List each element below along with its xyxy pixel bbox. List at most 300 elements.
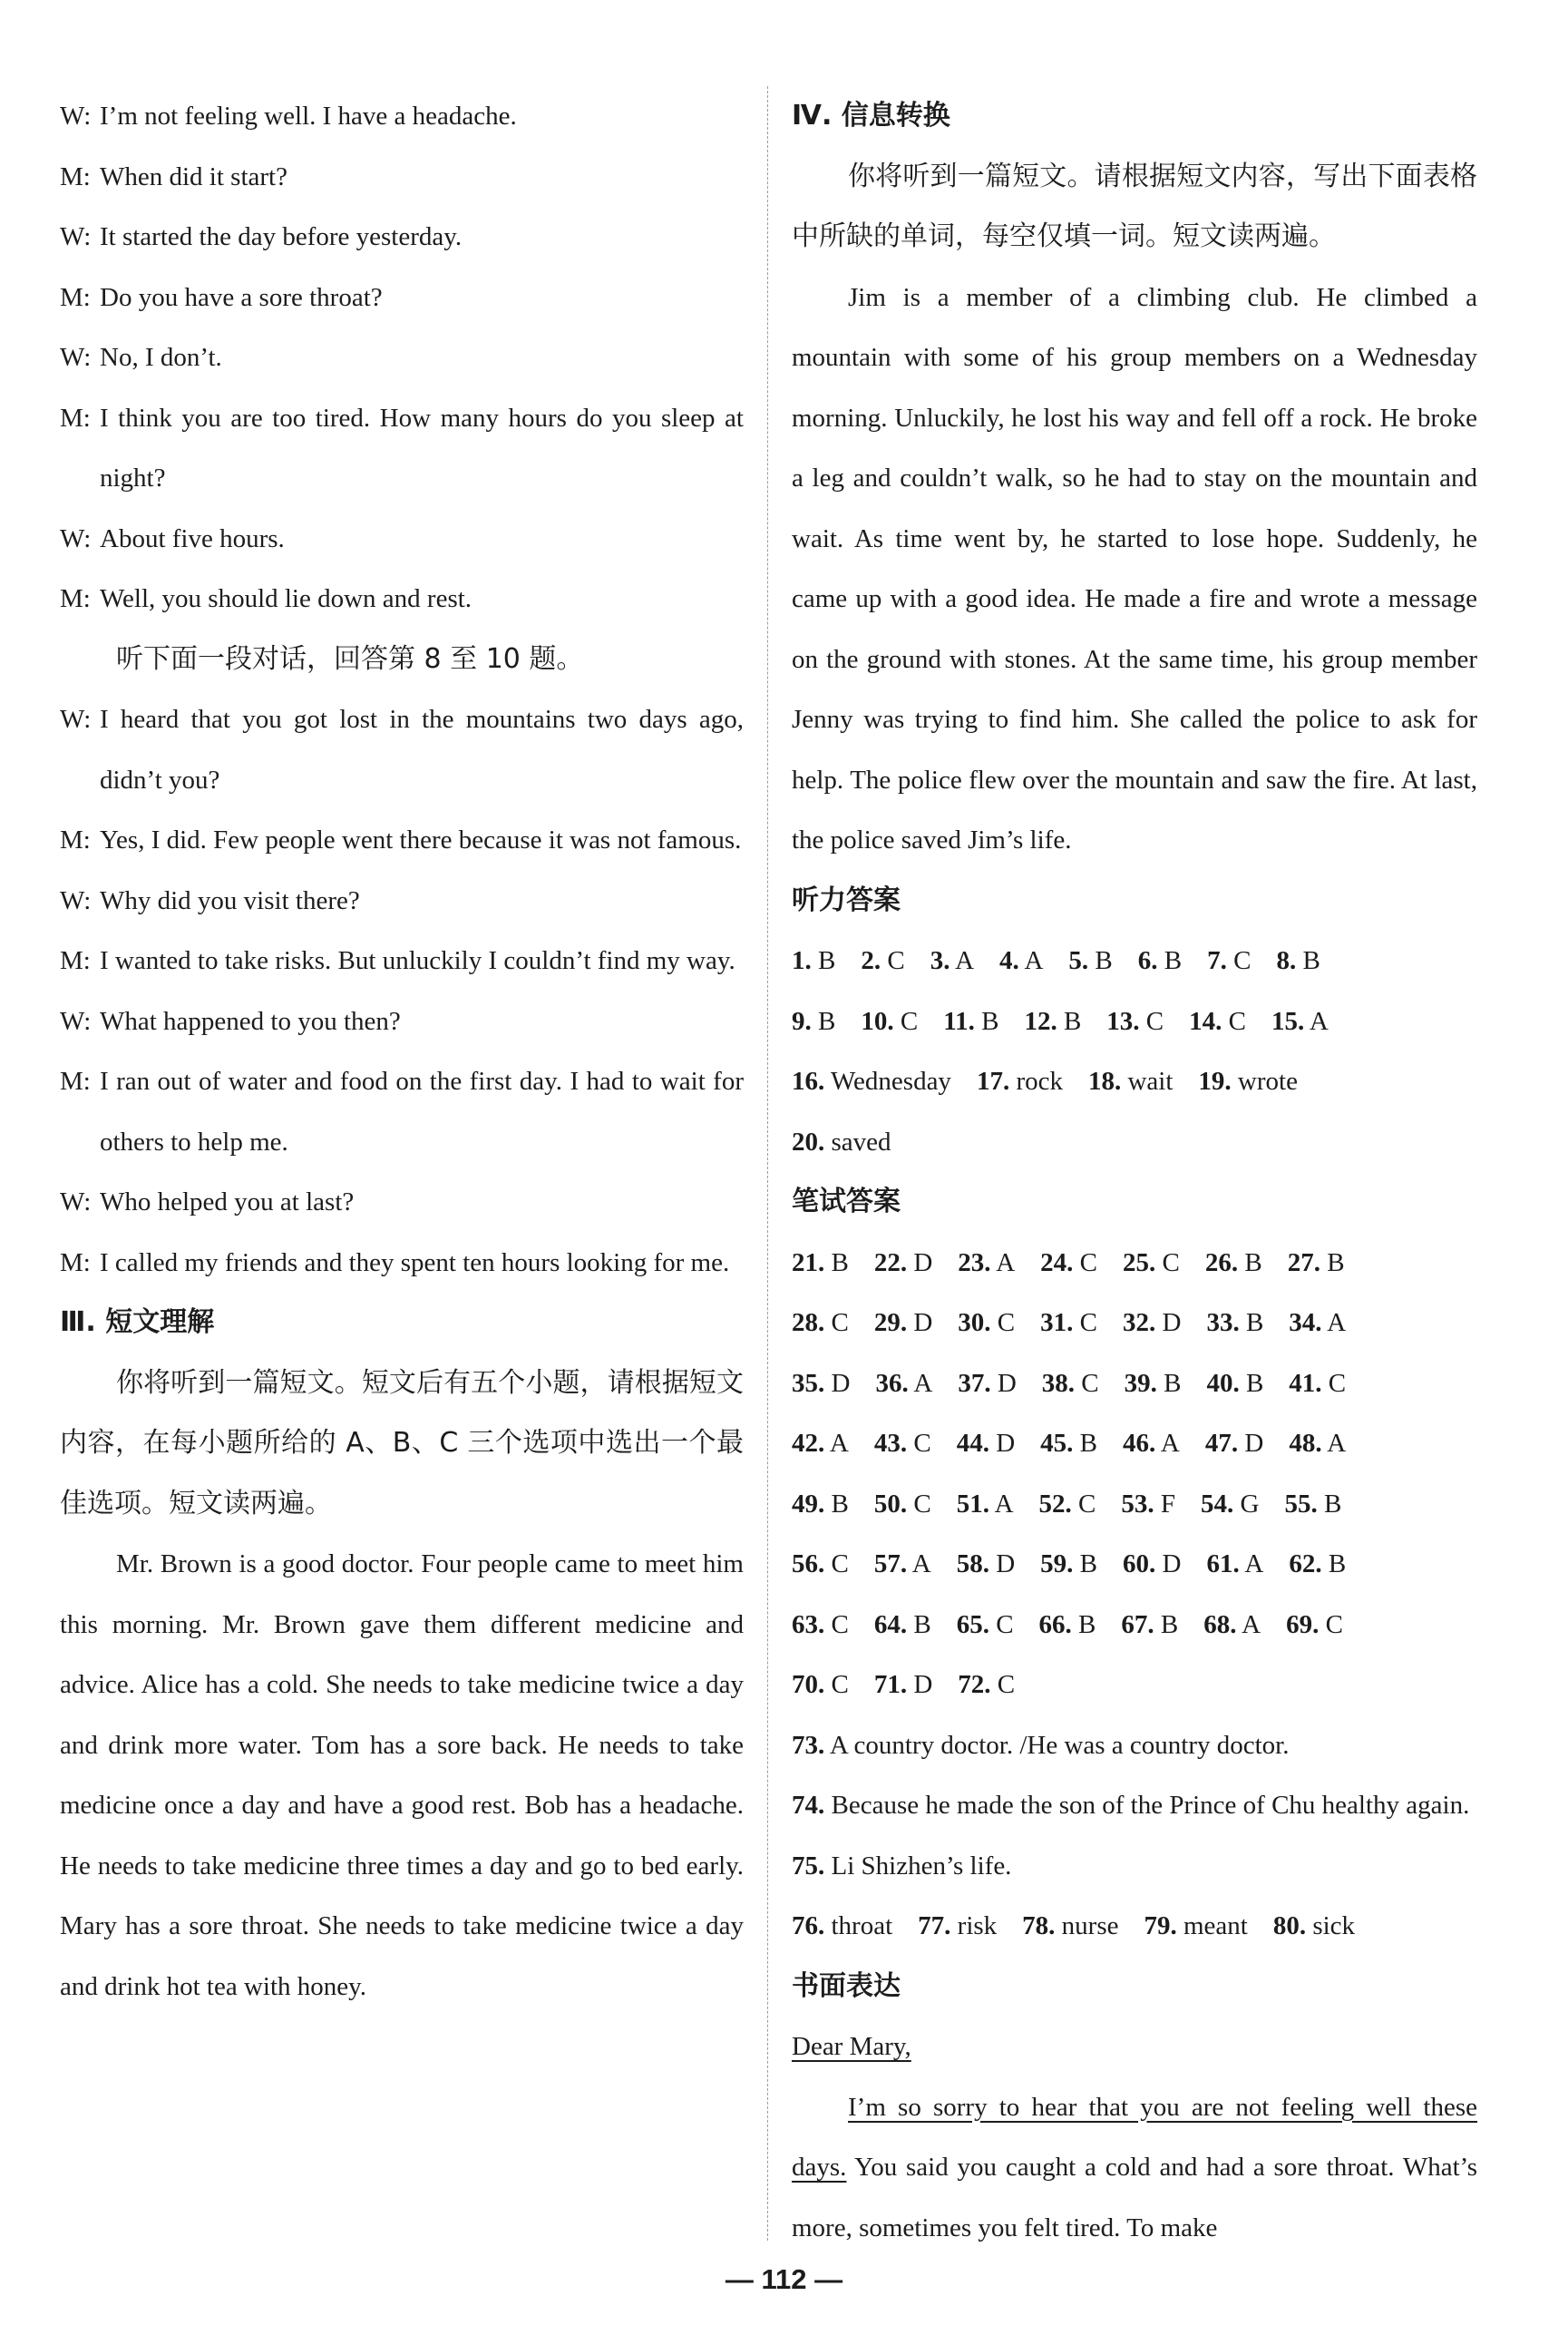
answer-item — [792, 1896, 892, 1957]
answer-value: B — [1244, 1247, 1262, 1277]
answer-number: 80. — [1272, 1911, 1307, 1940]
speaker-label: M: — [60, 403, 91, 433]
answer-value: C — [1079, 1308, 1097, 1337]
answer-item — [1207, 931, 1251, 992]
answer-item — [957, 1595, 1014, 1656]
answer-row — [792, 931, 1477, 992]
answer-item — [1125, 1353, 1182, 1414]
answer-item — [792, 1233, 849, 1294]
answer-item — [1205, 1413, 1263, 1474]
section-4-passage: Jim is a member of a climbing club. He climbed a mountain with some of his group members on a Wednesday morning. Unluckily, he lost his way and fell off a rock. He broke a leg and couldn’t walk, so he had to stay on the mountain and wait. As time went by, he started to lose hope. Suddenly, he came up with a good idea. He made a fire and wrote a message on the ground with stones. At the same time, his group member Jenny was trying to find him. She called the police to ask for help. The police flew over the mountain and saw the fire. At last, the police saved Jim’s life. — [792, 282, 1477, 855]
answer-value: B — [818, 946, 836, 975]
answer-number: 38. — [1041, 1368, 1076, 1398]
writing-greeting: Dear Mary, — [792, 2032, 911, 2061]
answer-item — [1206, 1353, 1263, 1414]
answer-number: 33. — [1206, 1308, 1240, 1337]
answer-number: 71. — [873, 1670, 908, 1699]
answer-value: sick — [1312, 1911, 1356, 1940]
speaker-label: M: — [60, 946, 91, 975]
speaker-label: W: — [60, 222, 92, 251]
answer-value: B — [1095, 946, 1113, 975]
answer-item — [792, 992, 835, 1052]
answer-item — [792, 1112, 891, 1173]
speaker-label: W: — [60, 705, 92, 734]
answer-value: C — [997, 1670, 1016, 1699]
answer-item — [999, 931, 1043, 992]
answer-number: 39. — [1124, 1368, 1157, 1398]
dialogue-text: I heard that you got lost in the mountains two days ago, didn’t you? — [100, 705, 744, 795]
answer-item — [792, 1715, 1290, 1776]
answer-value: Li Shizhen’s life. — [831, 1851, 1012, 1881]
answer-number: 11. — [943, 1006, 975, 1036]
dialogue-line — [60, 1172, 744, 1233]
answer-value: C — [1162, 1247, 1180, 1277]
answer-number: 77. — [918, 1911, 951, 1940]
answer-number: 14. — [1189, 1006, 1222, 1036]
answer-value: B — [1164, 946, 1183, 975]
answer-number: 68. — [1203, 1609, 1237, 1639]
answer-item — [1203, 1595, 1261, 1656]
answer-number: 1. — [792, 946, 812, 975]
answer-row — [792, 1293, 1477, 1353]
answer-item — [977, 1051, 1063, 1112]
dialogue-1 — [60, 86, 744, 630]
answer-item — [1040, 1413, 1097, 1474]
answer-number: 37. — [958, 1368, 991, 1398]
answer-item — [1106, 992, 1164, 1052]
answer-number: 36. — [875, 1368, 909, 1398]
answer-item — [1205, 1233, 1262, 1294]
answer-number: 41. — [1289, 1368, 1322, 1398]
answer-number: 53. — [1121, 1489, 1154, 1519]
answer-item — [1206, 1534, 1263, 1595]
answer-number: 34. — [1289, 1308, 1322, 1337]
dialogue-text: Do you have a sore throat? — [100, 282, 383, 312]
answer-item — [874, 1595, 931, 1656]
answer-item — [792, 1413, 849, 1474]
answer-item — [874, 1413, 931, 1474]
answer-item — [792, 931, 835, 992]
dialogue-text: About five hours. — [100, 523, 285, 553]
answer-value: D — [1244, 1429, 1264, 1458]
answer-value: C — [1328, 1368, 1347, 1398]
answer-value: B — [818, 1006, 836, 1036]
section-3-title: Ⅲ. 短文理解 — [60, 1306, 215, 1338]
answer-value: D — [1162, 1549, 1182, 1578]
answer-number: 50. — [873, 1489, 908, 1519]
answer-number: 25. — [1123, 1247, 1156, 1277]
answer-number: 72. — [958, 1670, 991, 1699]
answer-value: D — [996, 1549, 1016, 1578]
answer-item — [874, 1474, 931, 1535]
dialogue-line — [60, 689, 744, 810]
answer-item — [1288, 1233, 1345, 1294]
answer-item — [875, 1353, 932, 1414]
dialogue-line — [60, 871, 744, 932]
answer-value: A — [1244, 1549, 1264, 1578]
answer-item — [1123, 1293, 1181, 1353]
answer-number: 23. — [958, 1247, 991, 1277]
answer-value: C — [831, 1549, 849, 1578]
answer-number: 35. — [792, 1368, 825, 1398]
answer-value: C — [997, 1308, 1016, 1337]
answer-item — [1121, 1474, 1175, 1535]
answer-item — [1271, 992, 1329, 1052]
answer-number: 62. — [1289, 1549, 1322, 1578]
answer-item — [1123, 1233, 1180, 1294]
answer-row — [792, 1233, 1477, 1294]
answer-number: 61. — [1206, 1549, 1240, 1578]
answer-item — [1289, 1353, 1346, 1414]
answer-item — [1138, 931, 1182, 992]
dialogue-line — [60, 147, 744, 208]
dialogue-line — [60, 1233, 744, 1294]
answer-item — [943, 992, 998, 1052]
dialogue-text: Yes, I did. Few people went there because it was not famous. — [100, 825, 742, 855]
answer-value: F — [1160, 1489, 1176, 1519]
answer-value: throat — [831, 1911, 893, 1940]
answer-value: C — [1079, 1247, 1097, 1277]
answer-row — [792, 1595, 1477, 1656]
answer-value: B — [831, 1489, 849, 1519]
answer-number: 12. — [1024, 1006, 1057, 1036]
dialogue-text: I called my friends and they spent ten hours looking for me. — [100, 1247, 730, 1277]
answer-item — [1022, 1896, 1118, 1957]
answer-value: D — [913, 1308, 933, 1337]
answer-number: 67. — [1121, 1609, 1154, 1639]
answer-row — [792, 1353, 1477, 1414]
dialogue-text: I think you are too tired. How many hours do you sleep at night? — [100, 403, 744, 493]
answer-item — [1289, 1534, 1346, 1595]
answer-value: risk — [957, 1911, 998, 1940]
answer-value: B — [1079, 1429, 1097, 1458]
answer-value: A — [1327, 1429, 1347, 1458]
answer-item — [874, 1233, 932, 1294]
answer-item — [792, 1353, 850, 1414]
answer-value: C — [913, 1489, 931, 1519]
written-answers-title: 笔试答案 — [792, 1186, 901, 1217]
answer-value: A — [1309, 1006, 1329, 1036]
answer-row — [792, 1051, 1477, 1112]
answer-number: 55. — [1284, 1489, 1318, 1519]
answer-value: B — [1328, 1549, 1347, 1578]
answer-item — [1123, 1534, 1181, 1595]
listening-answers-title: 听力答案 — [792, 884, 901, 916]
answer-number: 7. — [1207, 946, 1227, 975]
answer-row — [792, 1413, 1477, 1474]
writing-underlined: I’m so sorry to hear that you are not feeling well these days. — [792, 2092, 1477, 2182]
answer-value: A — [1327, 1308, 1347, 1337]
answer-number: 10. — [861, 1006, 894, 1036]
answer-number: 9. — [792, 1006, 812, 1036]
answer-item — [1123, 1413, 1180, 1474]
answer-item — [1289, 1413, 1346, 1474]
answer-number: 45. — [1040, 1429, 1074, 1458]
answer-value: A — [1242, 1609, 1261, 1639]
answer-number: 78. — [1022, 1911, 1056, 1940]
answer-value: C — [1233, 946, 1251, 975]
answer-item — [1273, 1896, 1355, 1957]
answer-item — [792, 1595, 849, 1656]
answer-number: 30. — [958, 1308, 991, 1337]
answer-value: B — [1245, 1368, 1264, 1398]
answer-item — [1276, 931, 1320, 992]
answer-number: 2. — [861, 946, 881, 975]
answer-value: A — [1160, 1429, 1180, 1458]
answer-item — [1206, 1293, 1263, 1353]
answer-number: 13. — [1106, 1006, 1140, 1036]
answer-number: 17. — [976, 1067, 1010, 1096]
answer-item — [1040, 1293, 1097, 1353]
answer-value: B — [1245, 1308, 1264, 1337]
answer-number: 6. — [1137, 946, 1158, 975]
answer-item — [918, 1896, 997, 1957]
speaker-label: W: — [60, 523, 92, 553]
dialogue-text: I ran out of water and food on the first day. I had to wait for others to help me. — [100, 1067, 744, 1157]
answer-value: B — [831, 1247, 849, 1277]
section-3-passage: Mr. Brown is a good doctor. Four people came to meet him this morning. Mr. Brown gave them different medicine and advice. Alice has a cold. She needs to take medicine twice a day and drink more water. Tom has a sore back. He needs to take medicine once a day and have a good rest. Bob has a headache. He needs to take medicine three times a day and go to bed early. Mary has a sore throat. She needs to take medicine twice a day and drink hot tea with honey. — [60, 1549, 744, 2001]
answer-item — [957, 1474, 1014, 1535]
answer-item — [861, 992, 918, 1052]
answer-item — [958, 1353, 1016, 1414]
answer-value: C — [831, 1670, 849, 1699]
answer-value: D — [1162, 1308, 1182, 1337]
answer-number: 19. — [1198, 1067, 1232, 1096]
answer-item — [1289, 1293, 1346, 1353]
answer-number: 31. — [1040, 1308, 1074, 1337]
answer-number: 69. — [1286, 1609, 1320, 1639]
answer-item — [1198, 1051, 1298, 1112]
writing-body — [792, 2077, 1477, 2259]
answer-value: nurse — [1061, 1911, 1119, 1940]
speaker-label: W: — [60, 343, 92, 372]
answer-value: A country doctor. /He was a country doctor. — [829, 1730, 1290, 1760]
answer-number: 73. — [792, 1730, 825, 1760]
answer-item — [1284, 1474, 1341, 1535]
answer-value: B — [1078, 1609, 1096, 1639]
answer-value: rock — [1016, 1067, 1063, 1096]
answer-number: 74. — [792, 1791, 825, 1820]
dialogue-text: When did it start? — [100, 161, 287, 191]
answer-value: D — [831, 1368, 851, 1398]
dialogue-line — [60, 569, 744, 630]
dialogue-text: Who helped you at last? — [100, 1187, 355, 1216]
dialogue-line — [60, 810, 744, 871]
dialogue-line — [60, 327, 744, 388]
answer-item — [957, 1534, 1015, 1595]
speaker-label: W: — [60, 1006, 92, 1036]
section-4-title: Ⅳ. 信息转换 — [792, 100, 950, 132]
answer-value: B — [913, 1609, 931, 1639]
dialogue-2 — [60, 689, 744, 1293]
answer-value: D — [913, 1247, 933, 1277]
answer-number: 18. — [1087, 1067, 1122, 1096]
answer-item — [792, 1655, 849, 1715]
answer-number: 79. — [1144, 1911, 1177, 1940]
answer-row — [792, 1896, 1477, 1957]
speaker-label: M: — [60, 584, 91, 613]
dialogue-text: Why did you visit there? — [100, 885, 360, 915]
answer-item — [1189, 992, 1246, 1052]
answer-value: Because he made the son of the Prince of Chu healthy again. — [831, 1791, 1470, 1820]
written-answers — [792, 1233, 1477, 1957]
answer-number: 4. — [999, 946, 1019, 975]
answer-number: 43. — [873, 1429, 908, 1458]
section-4-instructions: 你将听到一篇短文。请根据短文内容，写出下面表格中所缺的单词，每空仅填一词。短文读两遍。 — [792, 160, 1477, 252]
answer-number: 16. — [792, 1067, 825, 1096]
answer-item — [792, 1836, 1011, 1897]
answer-value: B — [1323, 1489, 1342, 1519]
answer-number: 47. — [1204, 1429, 1239, 1458]
answer-number: 26. — [1204, 1247, 1239, 1277]
dialogue-text: What happened to you then? — [100, 1006, 401, 1036]
answer-number: 49. — [792, 1489, 825, 1519]
answer-value: C — [1145, 1006, 1164, 1036]
answer-item — [1201, 1474, 1259, 1535]
speaker-label: M: — [60, 1067, 91, 1096]
dialogue-line — [60, 86, 744, 147]
dialogue-line — [60, 388, 744, 509]
answer-number: 51. — [956, 1489, 989, 1519]
answer-number: 54. — [1201, 1489, 1234, 1519]
answer-item — [1039, 1595, 1096, 1656]
answer-value: D — [913, 1670, 933, 1699]
answer-value: saved — [831, 1127, 891, 1157]
answer-number: 60. — [1123, 1549, 1156, 1578]
answer-item — [1024, 992, 1081, 1052]
answer-value: C — [831, 1308, 849, 1337]
answer-number: 65. — [956, 1609, 989, 1639]
answer-item — [792, 1051, 951, 1112]
answer-item — [1040, 1534, 1097, 1595]
answer-number: 75. — [792, 1851, 825, 1881]
dialogue-line — [60, 509, 744, 570]
answer-value: C — [996, 1609, 1014, 1639]
answer-value: C — [913, 1429, 931, 1458]
answer-value: B — [1302, 946, 1320, 975]
answer-number: 44. — [956, 1429, 989, 1458]
answer-number: 27. — [1287, 1247, 1320, 1277]
speaker-label: W: — [60, 885, 92, 915]
answer-value: A — [829, 1429, 849, 1458]
writing-rest: You said you caught a cold and had a sore throat. What’s more, sometimes you felt tired. To make — [792, 2153, 1477, 2242]
answer-value: wrote — [1237, 1067, 1298, 1096]
answer-number: 66. — [1038, 1609, 1072, 1639]
answer-number: 29. — [873, 1308, 908, 1337]
dialogue-line — [60, 268, 744, 328]
answer-item — [874, 1293, 932, 1353]
answer-row — [792, 1534, 1477, 1595]
answer-row — [792, 1655, 1477, 1896]
answer-number: 59. — [1040, 1549, 1074, 1578]
dialogue-text: It started the day before yesterday. — [100, 222, 463, 251]
column-divider — [767, 86, 768, 2241]
dialogue-line — [60, 1051, 744, 1172]
answer-value: Wednesday — [830, 1067, 951, 1096]
answer-value: wait — [1127, 1067, 1174, 1096]
answer-value: A — [911, 1549, 931, 1578]
answer-value: C — [1078, 1489, 1096, 1519]
answer-value: C — [1228, 1006, 1246, 1036]
answer-number: 22. — [873, 1247, 908, 1277]
answer-value: A — [913, 1368, 933, 1398]
answer-number: 32. — [1122, 1308, 1156, 1337]
listening-answers — [792, 931, 1477, 1172]
answer-item — [1121, 1595, 1178, 1656]
dialogue-2-intro: 听下面一段对话，回答第 8 至 10 题。 — [116, 642, 584, 675]
answer-value: B — [1164, 1368, 1182, 1398]
answer-item — [1144, 1896, 1247, 1957]
answer-row — [792, 1112, 1477, 1173]
answer-number: 40. — [1206, 1368, 1240, 1398]
answer-item — [1039, 1474, 1096, 1535]
page-number: — 112 — — [725, 2263, 843, 2295]
answer-number: 21. — [792, 1247, 825, 1277]
answer-value: B — [1160, 1609, 1179, 1639]
answer-number: 3. — [930, 946, 950, 975]
answer-value: B — [981, 1006, 999, 1036]
answer-number: 48. — [1289, 1429, 1322, 1458]
answer-number: 76. — [792, 1911, 825, 1940]
answer-item — [1286, 1595, 1343, 1656]
answer-item — [792, 1474, 849, 1535]
dialogue-text: I wanted to take risks. But unluckily I couldn’t find my way. — [100, 946, 735, 975]
dialogue-line — [60, 931, 744, 992]
answer-item — [874, 1534, 931, 1595]
answer-item — [792, 1775, 1469, 1836]
answer-number: 42. — [792, 1429, 825, 1458]
speaker-label: M: — [60, 282, 91, 312]
answer-value: meant — [1183, 1911, 1248, 1940]
answer-item — [1042, 1353, 1099, 1414]
answer-number: 20. — [792, 1127, 825, 1157]
dialogue-line — [60, 207, 744, 268]
answer-number: 52. — [1038, 1489, 1072, 1519]
answer-number: 15. — [1271, 1006, 1305, 1036]
answer-item — [792, 1534, 849, 1595]
dialogue-line — [60, 992, 744, 1052]
answer-number: 28. — [792, 1308, 825, 1337]
speaker-label: M: — [60, 161, 91, 191]
answer-row — [792, 1474, 1477, 1535]
answer-item — [958, 1655, 1015, 1715]
answer-item — [957, 1413, 1015, 1474]
speaker-label: W: — [60, 102, 92, 131]
answer-number: 5. — [1068, 946, 1089, 975]
answer-item — [792, 1293, 849, 1353]
answer-item — [930, 931, 974, 992]
answer-value: B — [1327, 1247, 1345, 1277]
answer-value: D — [996, 1429, 1016, 1458]
answer-item — [958, 1233, 1015, 1294]
answer-value: A — [996, 1247, 1016, 1277]
writing-title: 书面表达 — [792, 1969, 901, 2002]
answer-value: A — [1024, 946, 1044, 975]
answer-value: B — [1079, 1549, 1097, 1578]
speaker-label: M: — [60, 825, 91, 855]
answer-value: D — [997, 1368, 1017, 1398]
section-3-instructions: 你将听到一篇短文。短文后有五个小题，请根据短文内容，在每小题所给的 A、B、C 三个选项中选出一个最佳选项。短文读两遍。 — [60, 1366, 744, 1519]
answer-value: C — [831, 1609, 849, 1639]
answer-item — [1088, 1051, 1173, 1112]
answer-number: 64. — [873, 1609, 908, 1639]
speaker-label: W: — [60, 1187, 92, 1216]
answer-number: 57. — [873, 1549, 908, 1578]
answer-number: 24. — [1040, 1247, 1074, 1277]
answer-number: 46. — [1123, 1429, 1156, 1458]
answer-number: 63. — [792, 1609, 825, 1639]
answer-item — [1040, 1233, 1097, 1294]
